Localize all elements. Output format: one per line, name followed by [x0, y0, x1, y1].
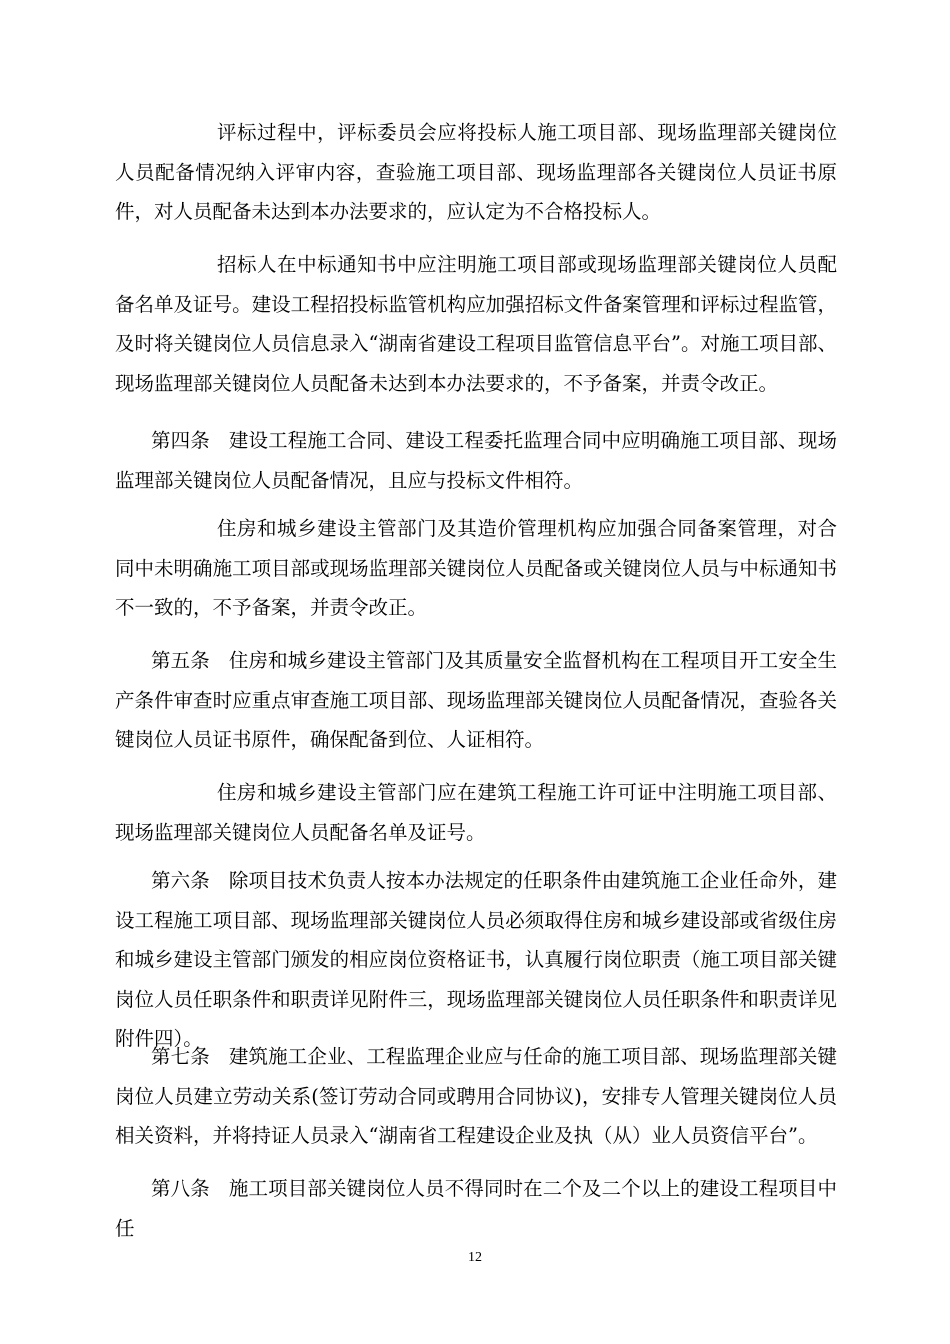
paragraph-contract-filing: 住房和城乡建设主管部门及其造价管理机构应加强合同备案管理，对合同中未明确施工项目部或现场监理部关键岗位人员配备或关键岗位人员与中标通知书不一致的，不予备案，并责令改正。 — [115, 517, 837, 619]
article-6 — [115, 861, 837, 1059]
article-number: 第六条 — [151, 869, 210, 892]
article-text: 住房和城乡建设主管部门及其质量安全监督机构在工程项目开工安全生产条件审查时应重点审查施工项目部、现场监理部关键岗位人员配备情况，查验各关键岗位人员证书原件，确保配备到位、人证相符。 — [115, 649, 837, 751]
article-text: 施工项目部关键岗位人员不得同时在二个及二个以上的建设工程项目中任 — [115, 1177, 837, 1240]
article-text: 除项目技术负责人按本办法规定的任职条件由建筑施工企业任命外，建设工程施工项目部、现场监理部关键岗位人员必须取得住房和城乡建设部或省级住房和城乡建设主管部门颁发的相应岗位资格证书，认真履行岗位职责（施工项目部关键岗位人员任职条件和职责详见附件三，现场监理部关键岗位人员任职条件和职责详见附件四）。 — [115, 869, 837, 1050]
article-8 — [115, 1169, 837, 1248]
article-text: 建设工程施工合同、建设工程委托监理合同中应明确施工项目部、现场监理部关键岗位人员配备情况，且应与投标文件相符。 — [115, 429, 837, 492]
paragraph-award-notice: 招标人在中标通知书中应注明施工项目部或现场监理部关键岗位人员配备名单及证号。建设工程招投标监管机构应加强招标文件备案管理和评标过程监管，及时将关键岗位人员信息录入“湖南省建设工程项目监管信息平台”。对施工项目部、现场监理部关键岗位人员配备未达到本办法要求的，不予备案，并责令改正。 — [115, 253, 837, 395]
page-number: 12 — [468, 1250, 482, 1265]
paragraph-construction-permit: 住房和城乡建设主管部门应在建筑工程施工许可证中注明施工项目部、现场监理部关键岗位人员配备名单及证号。 — [115, 781, 837, 844]
article-7 — [115, 1037, 837, 1156]
article-4 — [115, 421, 837, 500]
article-number: 第四条 — [151, 429, 210, 452]
article-5 — [115, 641, 837, 760]
article-number: 第八条 — [151, 1177, 210, 1200]
article-number: 第七条 — [151, 1045, 210, 1068]
paragraph-bid-evaluation: 评标过程中，评标委员会应将投标人施工项目部、现场监理部关键岗位人员配备情况纳入评审内容，查验施工项目部、现场监理部各关键岗位人员证书原件，对人员配备未达到本办法要求的，应认定为不合格投标人。 — [115, 121, 837, 223]
article-number: 第五条 — [151, 649, 210, 672]
article-text: 建筑施工企业、工程监理企业应与任命的施工项目部、现场监理部关键岗位人员建立劳动关系(签订劳动合同或聘用合同协议)，安排专人管理关键岗位人员相关资料，并将持证人员录入“湖南省工程建设企业及执（从）业人员资信平台”。 — [115, 1045, 837, 1147]
